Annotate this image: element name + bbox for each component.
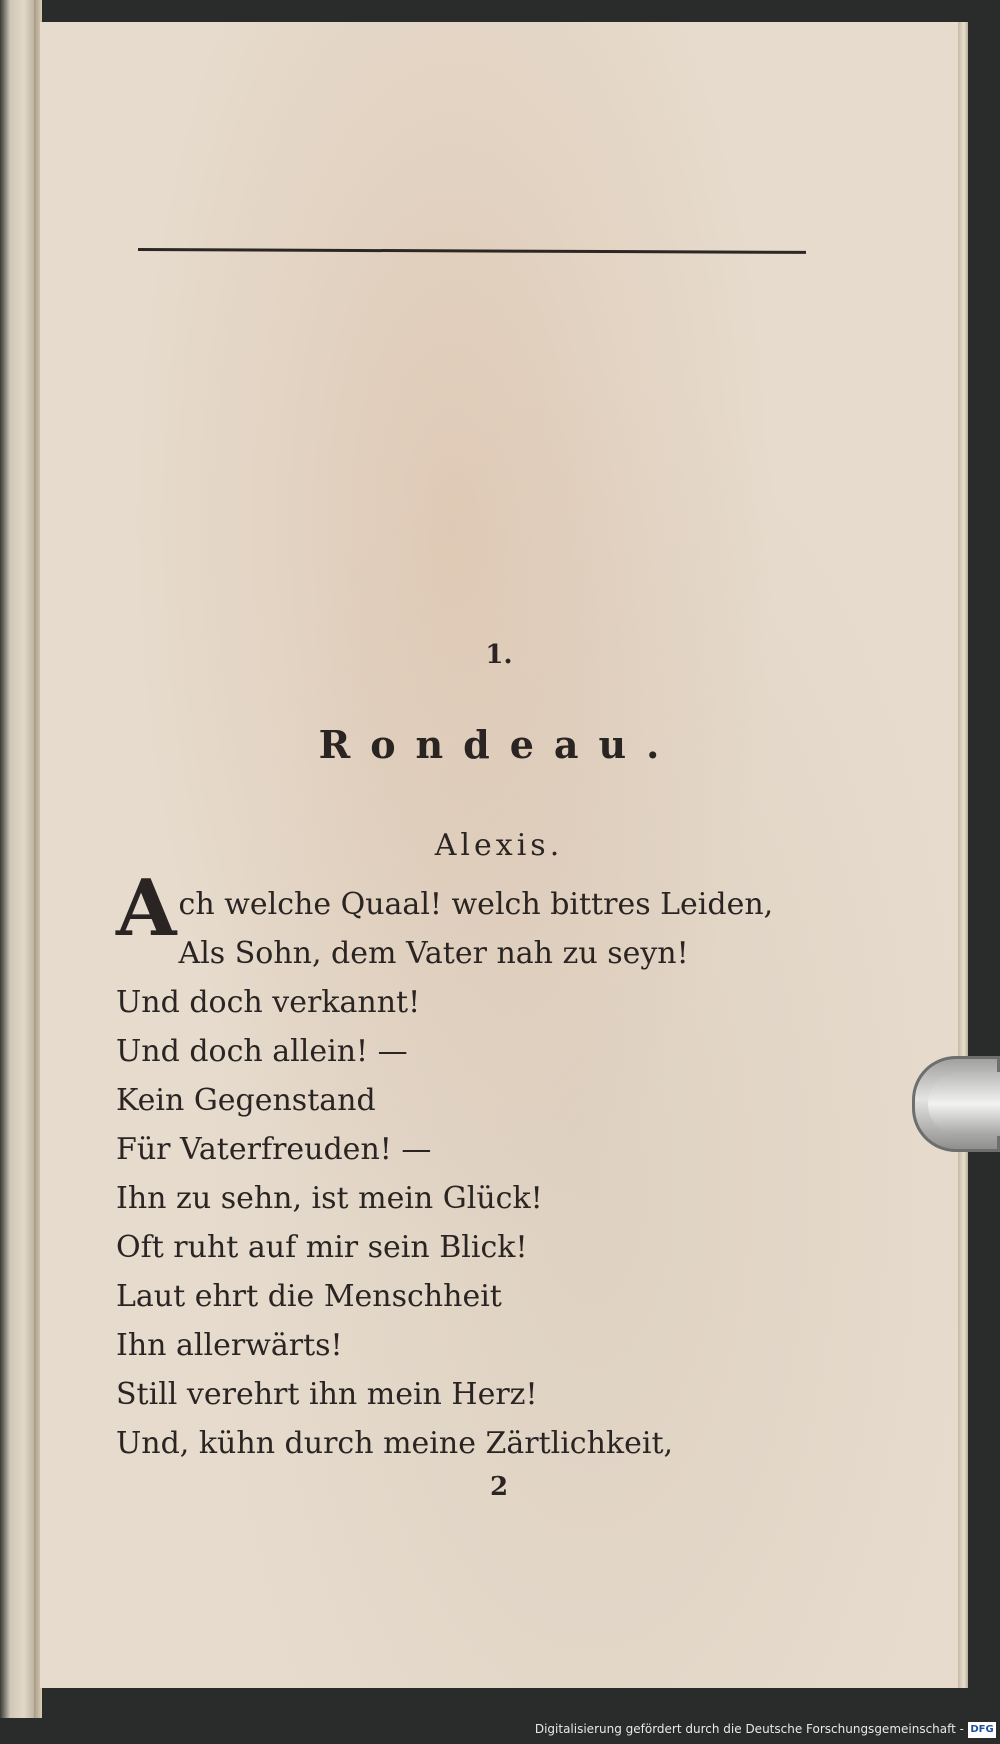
verse-line: Ihn allerwärts! xyxy=(116,1328,343,1363)
verse-line: Ihn zu sehn, ist mein Glück! xyxy=(116,1181,543,1216)
verse-line: Als Sohn, dem Vater nah zu seyn! xyxy=(178,936,689,971)
verse-text: ch welche Quaal! welch bittres Leiden, xyxy=(178,887,774,922)
verse-line: Und doch verkannt! xyxy=(116,985,421,1020)
digitization-credit: Digitalisierung gefördert durch die Deutsche Forschungsgemeinschaft - xyxy=(534,1722,964,1736)
dfg-logo: DFG xyxy=(968,1722,996,1738)
book-page xyxy=(40,22,958,1688)
header-rule xyxy=(138,248,806,254)
book-binding xyxy=(0,0,34,1744)
verse-line: Oft ruht auf mir sein Blick! xyxy=(116,1230,528,1265)
verse-line: Und doch allein! — xyxy=(116,1034,408,1069)
poem-title: Rondeau. xyxy=(318,722,680,767)
signature-mark: 2 xyxy=(489,1472,509,1502)
poem-verses xyxy=(116,863,896,1468)
verse-line: Laut ehrt die Menschheit xyxy=(116,1279,502,1314)
verse-line: Und, kühn durch meine Zärtlichkeit, xyxy=(116,1426,674,1461)
poem-number: 1. xyxy=(485,640,513,670)
verse-line: Für Vaterfreuden! — xyxy=(116,1132,432,1167)
verse-line: Still verehrt ihn mein Herz! xyxy=(116,1377,538,1412)
verse-line: Kein Gegenstand xyxy=(116,1083,376,1118)
page-clip-highlight xyxy=(928,1072,1000,1136)
page-edge xyxy=(958,22,968,1688)
speaker-name: Alexis. xyxy=(434,828,564,863)
drop-initial: A xyxy=(116,863,177,954)
